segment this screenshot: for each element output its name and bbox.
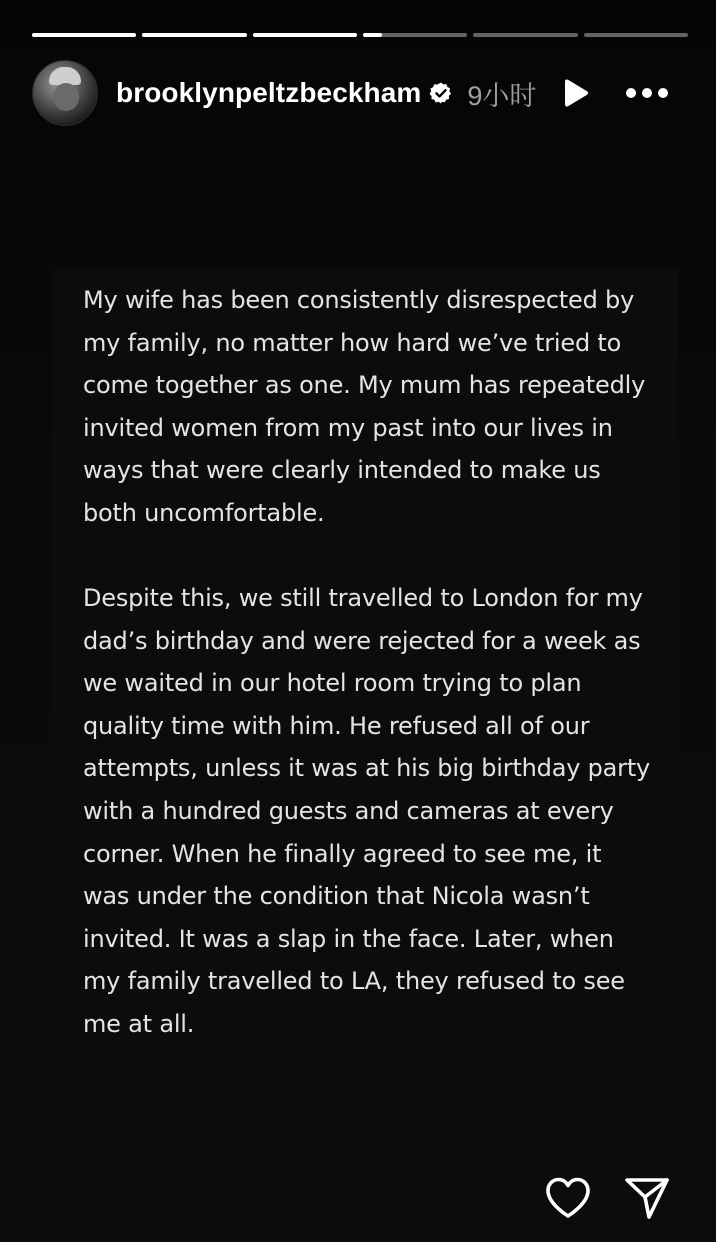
send-icon xyxy=(623,1175,671,1221)
more-options-icon xyxy=(625,87,669,99)
like-button[interactable] xyxy=(543,1175,593,1221)
progress-fill xyxy=(142,33,246,37)
play-icon xyxy=(562,78,590,108)
story-text-card xyxy=(52,270,678,1060)
verified-badge-icon xyxy=(429,81,453,105)
story-header xyxy=(32,60,684,126)
play-button[interactable] xyxy=(560,76,592,110)
progress-segment xyxy=(142,33,246,37)
progress-fill xyxy=(253,33,357,37)
story-paragraph-2: Despite this, we still travelled to London for my dad’s birthday and were rejected for a week as we waited in our hotel room trying to plan quality time with him. He refused all of our attempts, unless it was at his big birthday party with a hundred guests and cameras at every corner. When he finally agreed to see me, it was under the condition that Nicola wasn’t invited. It was a slap in the face. Later, when my family travelled to LA, they refused to see me at all. xyxy=(83,584,651,1038)
story-progress-bar xyxy=(32,33,688,37)
progress-segment xyxy=(32,33,136,37)
username[interactable]: brooklynpeltzbeckham xyxy=(116,77,422,108)
heart-icon xyxy=(544,1176,592,1220)
progress-segment xyxy=(253,33,357,37)
progress-fill xyxy=(363,33,382,37)
avatar-face xyxy=(53,83,79,111)
share-button[interactable] xyxy=(622,1175,672,1221)
avatar[interactable] xyxy=(32,60,98,126)
more-options-button[interactable] xyxy=(624,80,670,106)
story-paragraph-1: My wife has been consistently disrespected by my family, no matter how hard we’ve tried to come together as one. My mum has repeatedly invited women from my past into our lives in ways that were clearly intended to make us both uncomfortable. xyxy=(83,286,646,527)
progress-fill xyxy=(32,33,136,37)
progress-segment xyxy=(584,33,688,37)
post-time: 9小时 xyxy=(467,80,537,111)
progress-segment xyxy=(473,33,577,37)
progress-segment xyxy=(363,33,467,37)
